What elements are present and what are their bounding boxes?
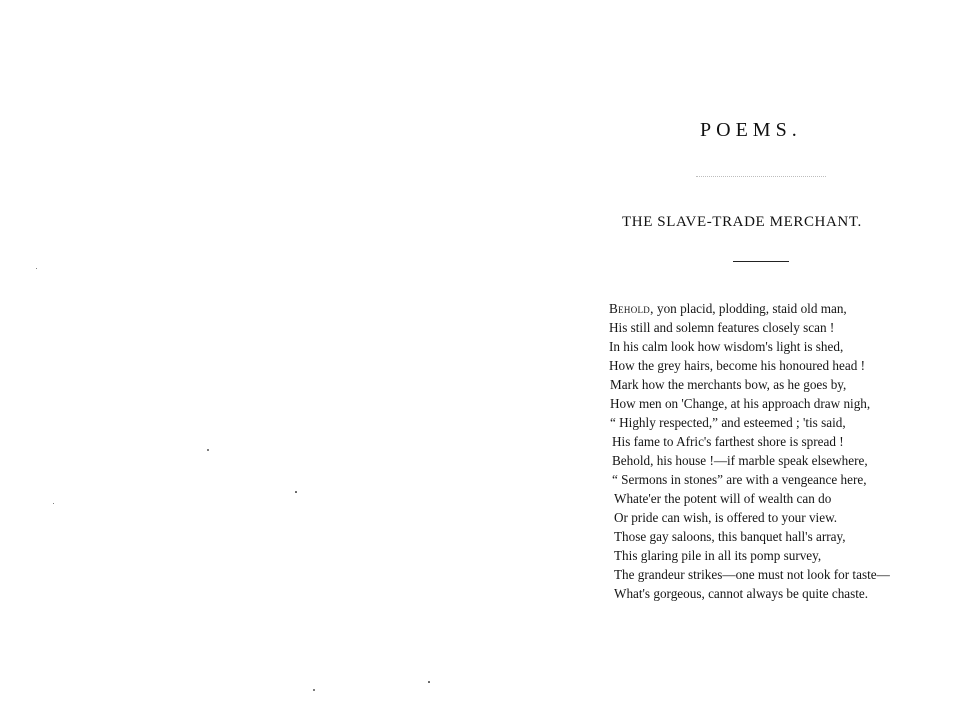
poem-line: Or pride can wish, is offered to your view.: [614, 510, 838, 525]
poem-line: What's gorgeous, cannot always be quite chaste.: [614, 586, 869, 601]
poem-line: How men on 'Change, at his approach draw nigh,: [610, 396, 871, 411]
poem-line: How the grey hairs, become his honoured head !: [609, 358, 865, 373]
poem-line: Behold, yon placid, plodding, staid old man,: [609, 301, 847, 316]
title-divider: [733, 261, 789, 262]
poem-line: The grandeur strikes—one must not look for taste—: [614, 567, 890, 582]
poem-line: This glaring pile in all its pomp survey,: [614, 548, 822, 563]
scan-speck: [53, 503, 54, 504]
right-page: [560, 0, 980, 717]
scan-speck: [428, 681, 430, 683]
poem-line: His fame to Afric's farthest shore is spread !: [612, 434, 844, 449]
poem-title: THE SLAVE-TRADE MERCHANT.: [622, 214, 862, 230]
poem-line: Mark how the merchants bow, as he goes by,: [610, 377, 847, 392]
scan-speck: [313, 689, 315, 691]
poem-line: Behold, his house !—if marble speak elsewhere,: [612, 453, 868, 468]
poem-line: Those gay saloons, this banquet hall's array,: [614, 529, 846, 544]
poem-line: “ Sermons in stones” are with a vengeance here,: [612, 472, 867, 487]
poem-first-word: Behold,: [609, 301, 654, 316]
poem-body: [609, 299, 890, 603]
scan-speck: [36, 268, 37, 269]
poem-line: In his calm look how wisdom's light is shed,: [609, 339, 844, 354]
header-rule: [696, 176, 826, 177]
scan-speck: [207, 449, 209, 451]
poem-line: His still and solemn features closely scan !: [609, 320, 835, 335]
scan-speck: [295, 491, 297, 493]
poem-line: “ Highly respected,” and esteemed ; 'tis said,: [610, 415, 846, 430]
page-header: POEMS.: [700, 119, 802, 141]
poem-line: Whate'er the potent will of wealth can do: [614, 491, 832, 506]
